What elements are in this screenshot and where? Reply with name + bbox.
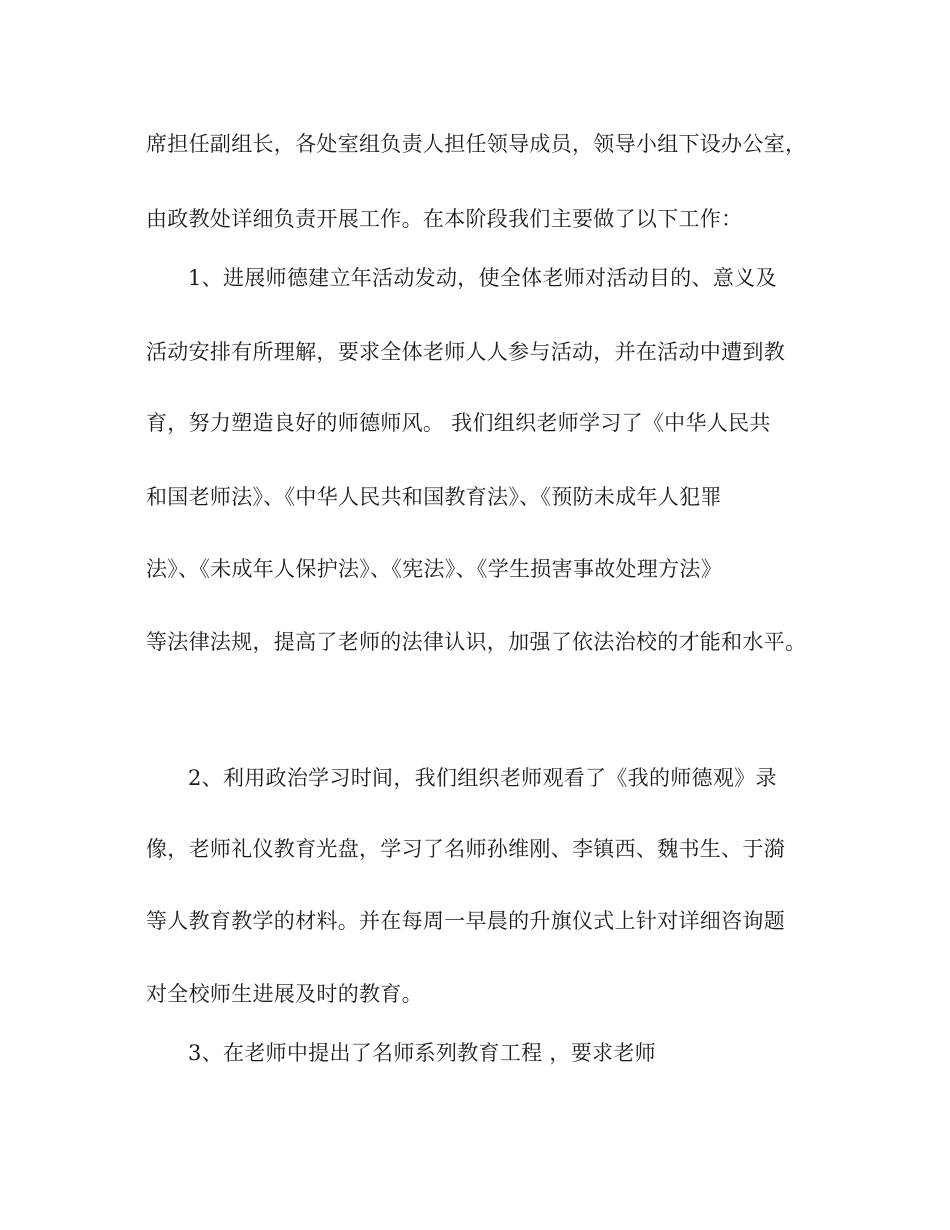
text-line: 活动安排有所理解，要求全体老师人人参与活动，并在活动中遭到教 [146, 340, 785, 364]
text-line: 由政教处详细负责开展工作。在本阶段我们主要做了以下工作： [146, 207, 743, 231]
text-line: 法》、《未成年人保护法》、《宪法》、《学生损害事故处理方法》 [146, 557, 722, 581]
text-line: 等人教育教学的材料。并在每周一早晨的升旗仪式上针对详细咨询题 [146, 909, 785, 933]
paragraph-1-start: 1、进展师德建立年活动发动，使全体老师对活动目的、意义及 [188, 266, 777, 290]
paragraph-3-start: 3、在老师中提出了名师系列教育工程 ，要求老师 [188, 1041, 656, 1065]
text-line: 育，努力塑造良好的师德师风。 我们组织老师学习了《中华人民共 [146, 411, 771, 435]
text-line: 席担任副组长，各处室组负责人担任领导成员，领导小组下设办公室， [146, 132, 807, 156]
text-line: 等法律法规，提高了老师的法律认识，加强了依法治校的才能和水平。 [146, 630, 807, 654]
text-line: 对全校师生进展及时的教育。 [146, 982, 423, 1006]
text-line: 像，老师礼仪教育光盘，学习了名师孙维刚、李镇西、魏书生、于漪 [146, 837, 785, 861]
paragraph-2-start: 2、利用政治学习时间，我们组织老师观看了《我的师德观》录 [188, 766, 777, 790]
text-line: 和国老师法》、《中华人民共和国教育法》、《预防未成年人犯罪 [146, 485, 722, 509]
